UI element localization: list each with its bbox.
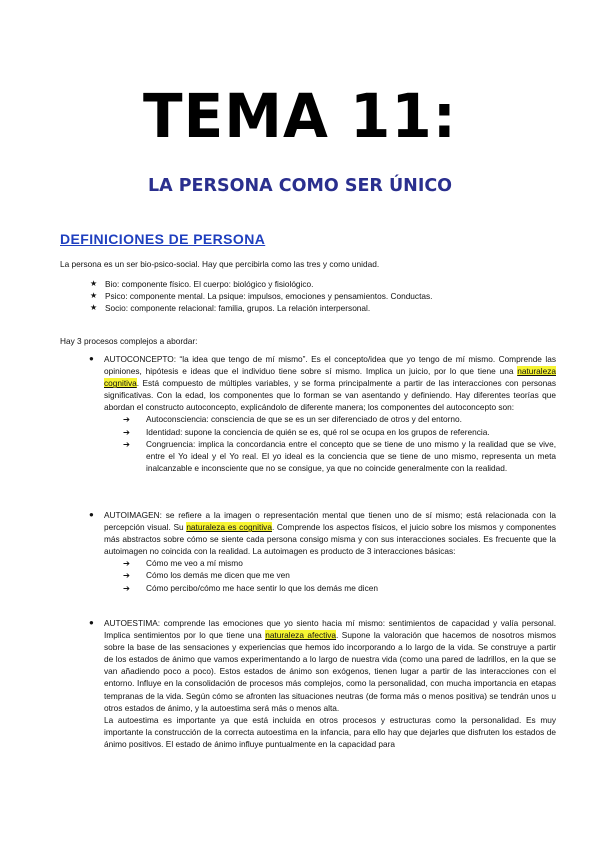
bullet-icon: ● xyxy=(89,510,94,519)
highlight-naturaleza-afectiva: naturaleza afectiva xyxy=(265,630,337,641)
section-heading: DEFINICIONES DE PERSONA xyxy=(60,231,266,247)
sub-item-text: Autoconsciencia: consciencia de que se es un ser diferenciado de otros y del entorno. xyxy=(146,414,462,425)
arrow-icon: ➔ xyxy=(123,414,130,425)
autoestima-item xyxy=(89,617,557,750)
bullet-icon: ● xyxy=(89,618,94,627)
autoestima-text: AUTOESTIMA: comprende las emociones que yo siento hacia mí mismo: sentimientos de capacidad y valía personal. Implica sentimientos por lo que tiene una xyxy=(104,618,556,641)
intro-paragraph xyxy=(60,258,558,270)
list-item: ★ Socio: componente relacional: familia, grupos. La relación interpersonal. xyxy=(90,302,432,314)
sub-list-item xyxy=(123,438,556,474)
sub-list-item xyxy=(123,569,556,581)
arrow-icon: ➔ xyxy=(123,558,130,569)
highlight-naturaleza-es-cognitiva: naturaleza es cognitiva xyxy=(186,522,272,533)
arrow-icon: ➔ xyxy=(123,582,130,593)
sub-list-item xyxy=(123,426,556,438)
sub-item-text: Cómo percibo/cómo me hace sentir lo que los demás me dicen xyxy=(146,582,378,593)
arrow-icon: ➔ xyxy=(123,426,130,437)
list-item: ★ Psico: componente mental. La psique: impulsos, emociones y pensamientos. Conductas. xyxy=(90,290,432,302)
autoconcepto-text-cont: . Está compuesto de múltiples variables, y se forma principalmente a partir de las interacciones con personas significativas. Con la edad, los componentes que lo forman se van asentando y definiendo. Hay diferentes teorías que abordan el constructo autoconcepto, explicándolo de diferente manera; los componentes del autoconcepto son: xyxy=(104,378,556,413)
list-item: ★ Bio: componente físico. El cuerpo: biológico y fisiológico. xyxy=(90,278,432,290)
sub-item-text: Cómo los demás me dicen que me ven xyxy=(146,570,290,581)
page-title: TEMA 11: xyxy=(143,80,457,152)
sub-item-text: Cómo me veo a mí mismo xyxy=(146,558,243,569)
sub-item-text: Congruencia: implica la concordancia entre el concepto que se tiene de uno mismo y la realidad que se vive, entre el Yo ideal y el Yo real. El yo ideal es la conciencia que se tiene de uno mismo, representa un meta inalcanzable e inconsciente que no se consigue, ya que no coincide generalmente con la realidad. xyxy=(146,438,556,473)
page-subtitle: LA PERSONA COMO SER ÚNICO xyxy=(147,176,453,196)
components-list xyxy=(90,278,432,314)
sub-list-item xyxy=(123,557,556,569)
autoconcepto-item xyxy=(89,353,556,474)
processes-intro xyxy=(60,335,558,347)
sub-list-item xyxy=(123,582,556,594)
autoimagen-text: AUTOIMAGEN: se refiere a la imagen o representación mental que tienen uno de sí mismo; está relacionada con la percepción visual. Su xyxy=(104,510,556,533)
autoestima-paragraph-2: La autoestima es importante ya que está incluida en otros procesos y estructuras como la personalidad. Es muy importante la construcción de la correcta autoestima en la infancia, para ello hay que dejarles que disfruten los estados de ánimo positivos. El estado de ánimo influye puntualmente en la capacidad para xyxy=(104,714,556,749)
autoimagen-text-cont: . Comprende los aspectos físicos, el juicio sobre los mismos y componentes más abstractos sobre cómo se siente cada persona consigo misma y con sus interacciones sociales. Es frecuente que la autoimagen no coincida con la realidad. La autoimagen es producto de 3 interacciones básicas: xyxy=(104,522,556,557)
sub-list-item xyxy=(123,413,556,425)
autoestima-text-cont: . Supone la valoración que hacemos de nosotros mismos sobre la base de las sensaciones y experiencias que hemos ido incorporando a lo largo de la vida. Se construye a partir de los estados de ánimo que vamos experimentando a lo largo de nuestra vida (como una pared de ladrillos, en la que se van añadiendo poco a poco). Estos estados de ánimo son exógenos, tienen lugar a partir de las interacciones con el entorno. Influye en la consolidación de procesos más complejos, como la personalidad, con mucha importancia en etapas tempranas de la vida. Según cómo se afronten las situaciones neutras (de forma más o menos positiva) se tendrán unos u otros estados de ánimo, y la autoestima será más o menos alta. xyxy=(104,630,557,713)
autoimagen-item xyxy=(89,509,556,594)
processes-intro-text: Hay 3 procesos complejos a abordar: xyxy=(60,336,198,346)
bullet-icon: ● xyxy=(89,354,94,363)
autoconcepto-text: AUTOCONCEPTO: “la idea que tengo de mí mismo”. Es el concepto/idea que yo tengo de mí mismo. Comprende las opiniones, hipótesis e ideas que el individuo tiene sobre sí mismo. Implica un juicio, por lo que tiene una xyxy=(104,354,556,377)
arrow-icon: ➔ xyxy=(123,570,130,581)
intro-text: La persona es un ser bio-psico-social. Hay que percibirla como las tres y como unidad. xyxy=(60,259,380,269)
sub-item-text: Identidad: supone la conciencia de quién se es, qué rol se ocupa en los grupos de referencia. xyxy=(146,426,490,437)
arrow-icon: ➔ xyxy=(123,438,130,449)
highlight-naturaleza-cognitiva: naturaleza cognitiva xyxy=(104,366,556,389)
